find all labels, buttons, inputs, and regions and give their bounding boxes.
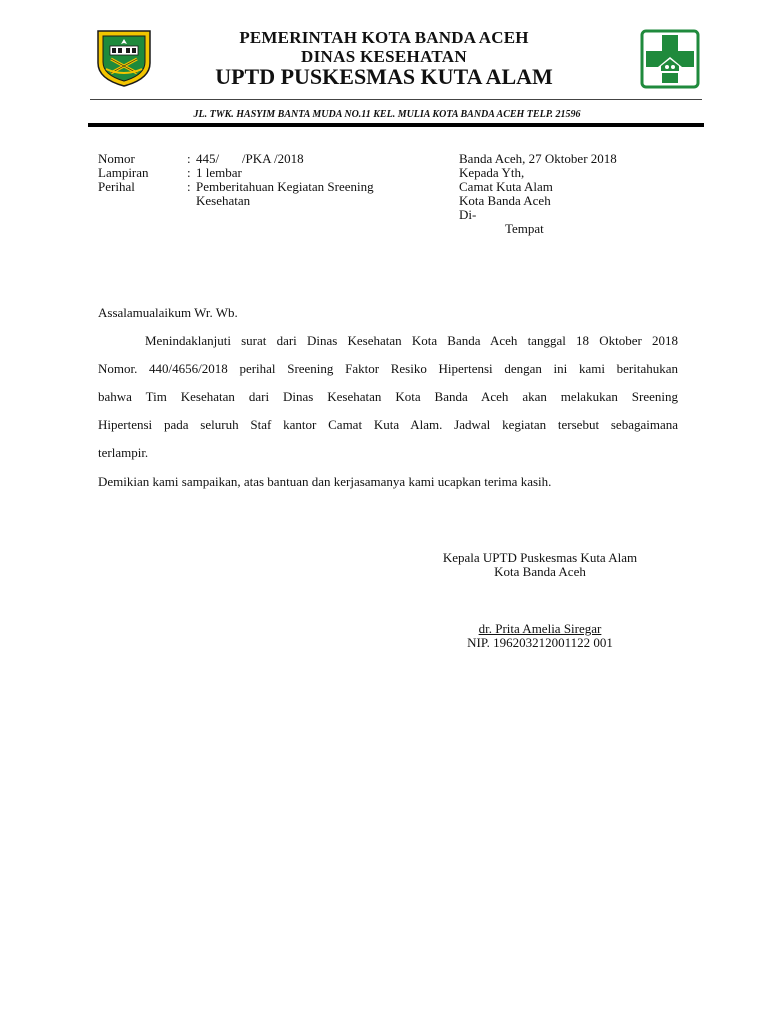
lampiran-separator: : (187, 165, 191, 180)
perihal-separator: : (187, 179, 191, 194)
signature-city: Kota Banda Aceh (494, 564, 586, 579)
closing-sentence: Demikian kami sampaikan, atas bantuan dan kerjasamanya kami ucapkan terima kasih. (98, 474, 552, 489)
recipient-city: Kota Banda Aceh (459, 193, 551, 208)
header-divider-thick (88, 123, 704, 127)
letterhead-department: DINAS KESEHATAN (301, 47, 467, 66)
nomor-value: 445/ /PKA /2018 (196, 151, 304, 166)
recipient-di: Di- (459, 207, 477, 222)
lampiran-label: Lampiran (98, 165, 149, 180)
nomor-label: Nomor (98, 151, 135, 166)
perihal-value-line1: Pemberitahuan Kegiatan Sreening (196, 179, 374, 194)
perihal-label: Perihal (98, 179, 135, 194)
signature-nip: NIP. 196203212001122 001 (467, 635, 613, 650)
recipient-place: Tempat (505, 221, 544, 236)
lampiran-value: 1 lembar (196, 165, 242, 180)
signature-title: Kepala UPTD Puskesmas Kuta Alam (442, 550, 638, 565)
signature-name: dr. Prita Amelia Siregar (478, 621, 602, 636)
body-line-3: bahwa Tim Kesehatan dari Dinas Kesehatan Kota Banda Aceh akan melakukan Sreening (98, 389, 678, 404)
letterhead-institution: UPTD PUSKESMAS KUTA ALAM (215, 64, 553, 89)
recipient-name: Camat Kuta Alam (459, 179, 553, 194)
body-paragraph (98, 327, 678, 467)
header-divider-thin (90, 99, 702, 100)
body-line-1: Menindaklanjuti surat dari Dinas Kesehatan Kota Banda Aceh tanggal 18 Oktober 2018 (145, 333, 678, 348)
body-line-2: Nomor. 440/4656/2018 perihal Sreening Faktor Resiko Hipertensi dengan ini kami beritahukan (98, 361, 678, 376)
letterhead-government: PEMERINTAH KOTA BANDA ACEH (239, 28, 529, 47)
salutation: Assalamualaikum Wr. Wb. (98, 305, 238, 320)
letterhead-address: JL. TWK. HASYIM BANTA MUDA NO.11 KEL. MULIA KOTA BANDA ACEH TELP. 21596 (193, 109, 581, 120)
letter-date: Banda Aceh, 27 Oktober 2018 (459, 151, 617, 166)
body-line-5: terlampir. (98, 445, 149, 460)
perihal-value-line2: Kesehatan (196, 193, 251, 208)
recipient-greeting: Kepada Yth, (459, 165, 525, 180)
body-line-4: Hipertensi pada seluruh Staf kantor Camat Kuta Alam. Jadwal kegiatan tersebut sebagaimana (98, 417, 678, 432)
nomor-separator: : (187, 151, 191, 166)
